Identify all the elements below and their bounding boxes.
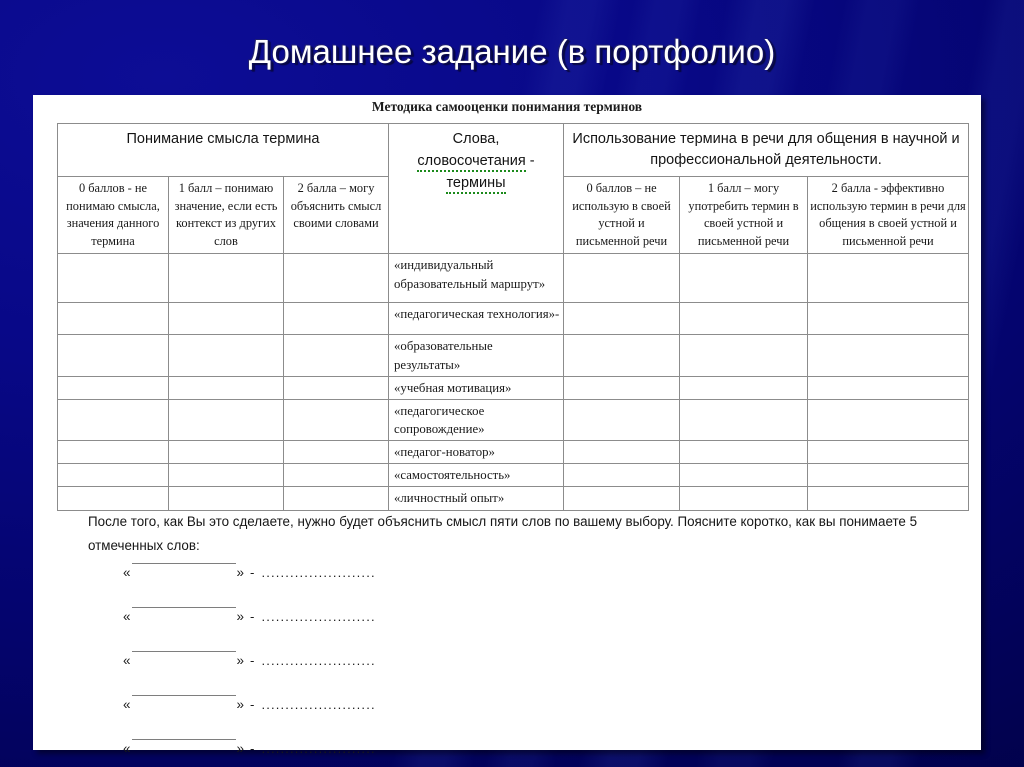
group-header-understanding: Понимание смысла термина — [58, 124, 389, 177]
term-label: «самостоятельность» — [389, 464, 564, 487]
open-quote: « — [123, 565, 131, 580]
words-header-line-3: термины — [393, 173, 559, 195]
cell-usage-1[interactable] — [680, 254, 808, 303]
open-quote: « — [123, 741, 131, 756]
cell-usage-0[interactable] — [564, 376, 680, 399]
cell-usage-2[interactable] — [808, 487, 969, 510]
cell-understanding-2[interactable] — [284, 464, 389, 487]
cell-understanding-0[interactable] — [58, 303, 169, 335]
cell-usage-0[interactable] — [564, 335, 680, 376]
term-label: «педагогическое сопровождение» — [389, 399, 564, 440]
open-quote: « — [123, 697, 131, 712]
answer-blank-input[interactable] — [132, 563, 236, 564]
cell-usage-2[interactable] — [808, 399, 969, 440]
table-row — [58, 399, 969, 440]
close-quote: » — [236, 565, 245, 580]
words-header-line-2 — [393, 151, 559, 173]
term-label: «образовательные результаты» — [389, 335, 564, 376]
cell-understanding-2[interactable] — [284, 335, 389, 376]
table-caption: Методика самооценки понимания терминов — [371, 99, 643, 114]
close-quote: » — [236, 741, 245, 756]
cell-understanding-0[interactable] — [58, 487, 169, 510]
answer-dots[interactable]: ........................ — [261, 653, 376, 668]
answer-dots[interactable]: ........................ — [261, 741, 376, 756]
cell-understanding-0[interactable] — [58, 464, 169, 487]
table-group-header-row — [58, 124, 969, 177]
score-header-understanding-1: 1 балл – понимаю значение, если есть контекст из других слов — [169, 176, 284, 253]
cell-understanding-2[interactable] — [284, 254, 389, 303]
term-label: «педагогическая технология»- — [389, 303, 564, 335]
answer-dots[interactable]: ........................ — [261, 697, 376, 712]
separator: - — [250, 653, 255, 668]
cell-usage-1[interactable] — [680, 441, 808, 464]
words-header-line-2-suffix: - — [529, 152, 535, 169]
separator: - — [250, 565, 255, 580]
answer-blank-input[interactable] — [132, 607, 236, 608]
table-row — [58, 254, 969, 303]
words-header-line-1: Слова, — [452, 131, 500, 147]
cell-understanding-1[interactable] — [169, 464, 284, 487]
term-label: «учебная мотивация» — [389, 376, 564, 399]
answer-blank-row — [88, 653, 948, 697]
cell-understanding-1[interactable] — [169, 441, 284, 464]
group-header-usage: Использование термина в речи для общения в научной и профессиональной деятельности. — [564, 124, 969, 177]
cell-usage-2[interactable] — [808, 376, 969, 399]
table-row — [58, 335, 969, 376]
document-panel — [33, 95, 981, 756]
cell-understanding-0[interactable] — [58, 376, 169, 399]
score-header-understanding-2: 2 балла – могу объяснить смысл своими словами — [284, 176, 389, 253]
cell-understanding-1[interactable] — [169, 376, 284, 399]
separator: - — [250, 609, 255, 624]
answer-dots[interactable]: ........................ — [261, 565, 376, 580]
open-quote: « — [123, 653, 131, 668]
cell-usage-1[interactable] — [680, 376, 808, 399]
cell-understanding-2[interactable] — [284, 303, 389, 335]
answer-blank-row — [88, 741, 948, 767]
instructions-paragraph: После того, как Вы это сделаете, нужно будет объяснить смысл пяти слов по вашему выбору. Поясните коротко, как вы понимаете 5 отмеченных слов: — [88, 514, 918, 553]
answer-blank-input[interactable] — [132, 739, 236, 740]
cell-usage-2[interactable] — [808, 335, 969, 376]
cell-understanding-0[interactable] — [58, 399, 169, 440]
cell-understanding-0[interactable] — [58, 441, 169, 464]
cell-usage-1[interactable] — [680, 399, 808, 440]
cell-understanding-2[interactable] — [284, 376, 389, 399]
cell-usage-0[interactable] — [564, 254, 680, 303]
cell-usage-0[interactable] — [564, 303, 680, 335]
cell-understanding-2[interactable] — [284, 399, 389, 440]
slide-title: Домашнее задание (в портфолио) — [248, 33, 776, 70]
cell-usage-2[interactable] — [808, 464, 969, 487]
separator: - — [250, 741, 255, 756]
cell-understanding-1[interactable] — [169, 335, 284, 376]
term-label: «педагог-новатор» — [389, 441, 564, 464]
term-label: «индивидуальный образовательный маршрут» — [389, 254, 564, 303]
table-row — [58, 487, 969, 510]
cell-usage-2[interactable] — [808, 303, 969, 335]
self-assessment-table — [57, 123, 969, 511]
cell-understanding-2[interactable] — [284, 441, 389, 464]
separator: - — [250, 697, 255, 712]
cell-usage-1[interactable] — [680, 335, 808, 376]
score-header-usage-0: 0 баллов – не использую в своей устной и письменной речи — [564, 176, 680, 253]
cell-usage-2[interactable] — [808, 441, 969, 464]
answer-blank-row — [88, 565, 948, 609]
term-label: «личностный опыт» — [389, 487, 564, 510]
table-row — [58, 303, 969, 335]
words-header-line-2-text: словосочетания — [417, 153, 525, 172]
cell-usage-0[interactable] — [564, 399, 680, 440]
cell-usage-1[interactable] — [680, 464, 808, 487]
score-header-usage-1: 1 балл – могу употребить термин в своей устной и письменной речи — [680, 176, 808, 253]
cell-understanding-1[interactable] — [169, 303, 284, 335]
cell-understanding-0[interactable] — [58, 335, 169, 376]
cell-usage-1[interactable] — [680, 303, 808, 335]
close-quote: » — [236, 653, 245, 668]
cell-usage-1[interactable] — [680, 487, 808, 510]
score-header-usage-2: 2 балла - эффективно использую термин в речи для общения в своей устной и письменной речи — [808, 176, 969, 253]
group-header-words — [389, 124, 564, 254]
cell-usage-0[interactable] — [564, 464, 680, 487]
cell-understanding-0[interactable] — [58, 254, 169, 303]
cell-understanding-2[interactable] — [284, 487, 389, 510]
score-header-understanding-0: 0 баллов - не понимаю смысла, значения данного термина — [58, 176, 169, 253]
close-quote: » — [236, 609, 245, 624]
cell-understanding-1[interactable] — [169, 487, 284, 510]
answer-blanks-list — [88, 565, 948, 767]
cell-usage-2[interactable] — [808, 254, 969, 303]
answer-blank-row — [88, 609, 948, 653]
cell-understanding-1[interactable] — [169, 399, 284, 440]
close-quote: » — [236, 697, 245, 712]
answer-blank-row — [88, 697, 948, 741]
answer-blank-input[interactable] — [132, 695, 236, 696]
open-quote: « — [123, 609, 131, 624]
answer-dots[interactable]: ........................ — [261, 609, 376, 624]
cell-usage-0[interactable] — [564, 441, 680, 464]
table-row — [58, 441, 969, 464]
answer-blank-input[interactable] — [132, 651, 236, 652]
table-row — [58, 464, 969, 487]
table-row — [58, 376, 969, 399]
cell-usage-0[interactable] — [564, 487, 680, 510]
cell-understanding-1[interactable] — [169, 254, 284, 303]
